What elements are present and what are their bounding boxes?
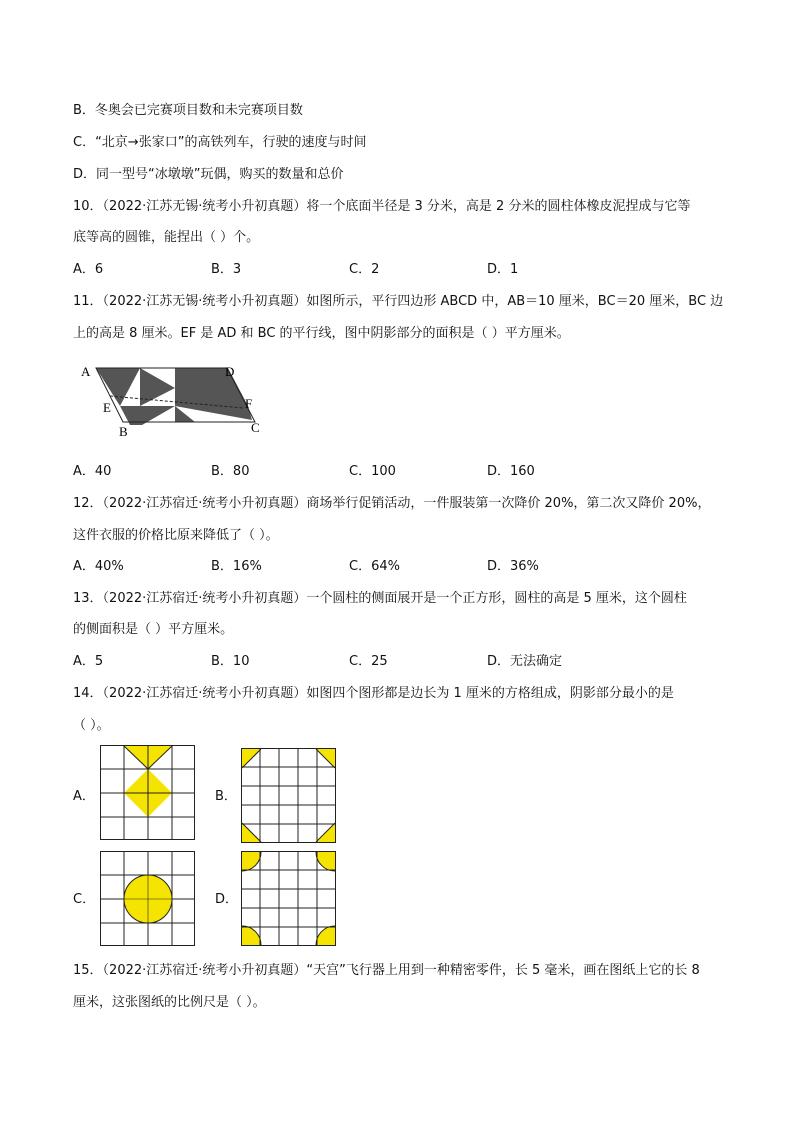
label-e: E: [103, 400, 111, 415]
q11-text-line2: 上的高是 8 厘米。EF 是 AD 和 BC 的平行线，图中阴影部分的面积是（ ）平方厘米。: [73, 326, 570, 341]
q10-option-a: A．6: [73, 262, 104, 277]
grid-figure-b: [241, 748, 337, 844]
q13-option-c: C．25: [349, 654, 388, 669]
label-f: F: [245, 396, 253, 411]
label-c: C: [251, 420, 260, 435]
q14-label-a: A．: [73, 789, 95, 804]
q11-option-d: D．160: [487, 464, 535, 479]
label-d: D: [225, 364, 235, 379]
grid-figure-c: [100, 851, 196, 947]
grid-figure-d: [241, 851, 337, 947]
q14-label-c: C．: [73, 892, 96, 907]
q10-option-b: B．3: [211, 262, 242, 277]
q9-option-d: D．同一型号“冰墩墩”玩偶，购买的数量和总价: [73, 167, 344, 182]
parallelogram-figure: [75, 360, 275, 440]
grid-figure-a: [100, 745, 196, 841]
q14-text-line2: （ ）。: [73, 718, 110, 733]
q12-option-c: C．64%: [349, 559, 400, 574]
q11-text-line1: 11．（2022·江苏无锡·统考小升初真题）如图所示，平行四边形 ABCD 中，AB＝10 厘米，BC＝20 厘米，BC 边: [73, 294, 724, 309]
q11-option-a: A．40: [73, 464, 112, 479]
q9-option-c: C．“北京→张家口”的高铁列车，行驶的速度与时间: [73, 135, 367, 150]
q12-option-a: A．40%: [73, 559, 124, 574]
q12-option-d: D．36%: [487, 559, 539, 574]
q12-text-line2: 这件衣服的价格比原来降低了（ ）。: [73, 528, 279, 543]
q14-text-line1: 14．（2022·江苏宿迁·统考小升初真题）如图四个图形都是边长为 1 厘米的方格组成，阴影部分最小的是: [73, 686, 674, 701]
q13-option-d: D．无法确定: [487, 654, 563, 669]
q13-option-a: A．5: [73, 654, 104, 669]
label-b: B: [119, 424, 128, 439]
q13-text-line2: 的侧面积是（ ）平方厘米。: [73, 622, 234, 637]
q12-text-line1: 12．（2022·江苏宿迁·统考小升初真题）商场举行促销活动，一件服装第一次降价 20%，第二次又降价 20%，: [73, 496, 711, 511]
q13-text-line1: 13．（2022·江苏宿迁·统考小升初真题）一个圆柱的侧面展开是一个正方形，圆柱的高是 5 厘米，这个圆柱: [73, 591, 687, 606]
q15-text-line1: 15．（2022·江苏宿迁·统考小升初真题）“天宫”飞行器上用到一种精密零件，长 5 毫米，画在图纸上它的长 8: [73, 963, 700, 978]
q10-text-line1: 10．（2022·江苏无锡·统考小升初真题）将一个底面半径是 3 分米，高是 2 分米的圆柱体橡皮泥捏成与它等: [73, 199, 691, 214]
q12-option-b: B．16%: [211, 559, 262, 574]
q14-label-b: B．: [215, 789, 237, 804]
q11-option-b: B．80: [211, 464, 250, 479]
q10-option-d: D．1: [487, 262, 519, 277]
q13-option-b: B．10: [211, 654, 250, 669]
q9-option-b: B．冬奥会已完赛项目数和未完赛项目数: [73, 103, 303, 118]
label-a: A: [81, 364, 91, 379]
q14-label-d: D．: [215, 892, 239, 907]
q10-text-line2: 底等高的圆锥，能捏出（ ）个。: [73, 230, 260, 245]
q10-option-c: C．2: [349, 262, 380, 277]
q11-option-c: C．100: [349, 464, 396, 479]
q15-text-line2: 厘米，这张图纸的比例尺是（ ）。: [73, 995, 266, 1010]
